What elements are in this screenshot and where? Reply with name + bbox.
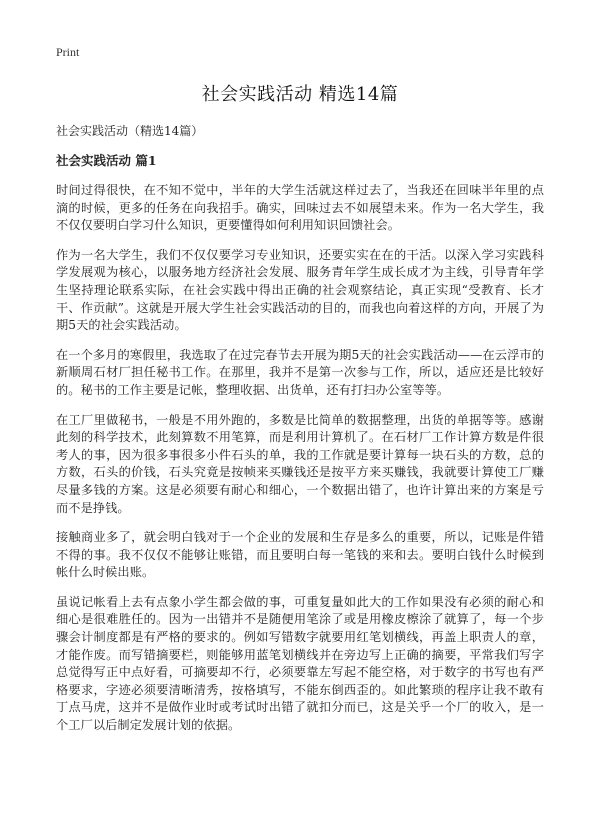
print-label: Print [56,45,80,59]
paragraph-5: 接触商业多了，就会明白钱对于一个企业的发展和生存是多么的重要，所以，记账是件错不得的事。我不仅仅不能够让账错，而且要明白每一笔钱的来和去。要明白钱什么时候到帐什么时候出账。 [56,530,544,580]
section-heading: 社会实践活动 篇1 [56,153,157,168]
document-subtitle: 社会实践活动（精选14篇） [56,124,204,138]
paragraph-2: 作为一名大学生，我们不仅仅要学习专业知识，还要实实在在的干活。以深入学习实践科学发展观为核心，以服务地方经济社会发展、服务青年学生成长成才为主线，引导青年学生坚持理论联系实际，在社会实践中得出正确的社会观察结论，真正实现“受教育、长才干、作贡献”。这就是开展大学生社会实践活动的目的，而我也向着这样的方向，开展了为期5天的社会实践活动。 [56,247,544,333]
paragraph-4: 在工厂里做秘书，一般是不用外跑的，多数是比简单的数据整理，出货的单据等等。感谢此刻的科学技术，此刻算数不用笔算，而是利用计算机了。在石材厂工作计算方数是件很考人的事，因为很多事很多小件石头的单，我的工作就是要计算每一块石头的方数，总的方数，石头的价钱，石头究竟是按帧来买赚钱还是按平方来买赚钱，我就要计算使工厂赚尽量多钱的方案。这是必须要有耐心和细心，一个数据出错了，也许计算出来的方案是亏而不是挣钱。 [56,412,544,515]
paragraph-1: 时间过得很快，在不知不觉中，半年的大学生活就这样过去了，当我还在回味半年里的点滴的时候，更多的任务在向我招手。确实，回味过去不如展望未来。作为一名大学生，我不仅仅要明白学习什么知识，更要懂得如何利用知识回馈社会。 [56,183,544,233]
paragraph-3: 在一个多月的寒假里，我选取了在过完春节去开展为期5天的社会实践活动——在云浮市的新顺周石材厂担任秘书工作。在那里，我并不是第一次参与工作，所以，适应还是比较好的。秘书的工作主要是记帐，整理收据、出货单，还有打扫办公室等等。 [56,347,544,397]
document-page [56,44,544,735]
page-title: 社会实践活动 精选14篇 [201,84,399,105]
paragraph-6: 虽说记帐看上去有点象小学生都会做的事，可重复量如此大的工作如果没有必须的耐心和细心是很难胜任的。因为一出错并不是随便用笔涂了或是用橡皮檫涂了就算了，每一个步骤会计制度都是有严格的要求的。例如写错数字就要用红笔划横线，再盖上职责人的章，才能作废。而写错摘要栏，则能够用蓝笔划横线并在旁边写上正确的摘要，平常我们写字总觉得写正中点好看，可摘要却不行，必须要靠左写起不能空格，对于数字的书写也有严格要求，字迹必须要清晰清秀，按格填写，不能东倒西歪的。如此繁琐的程序让我不敢有丁点马虎，这并不是做作业时或考试时出错了就扣分而已，这是关乎一个厂的收入，是一个工厂以后制定发展计划的依据。 [56,594,544,733]
